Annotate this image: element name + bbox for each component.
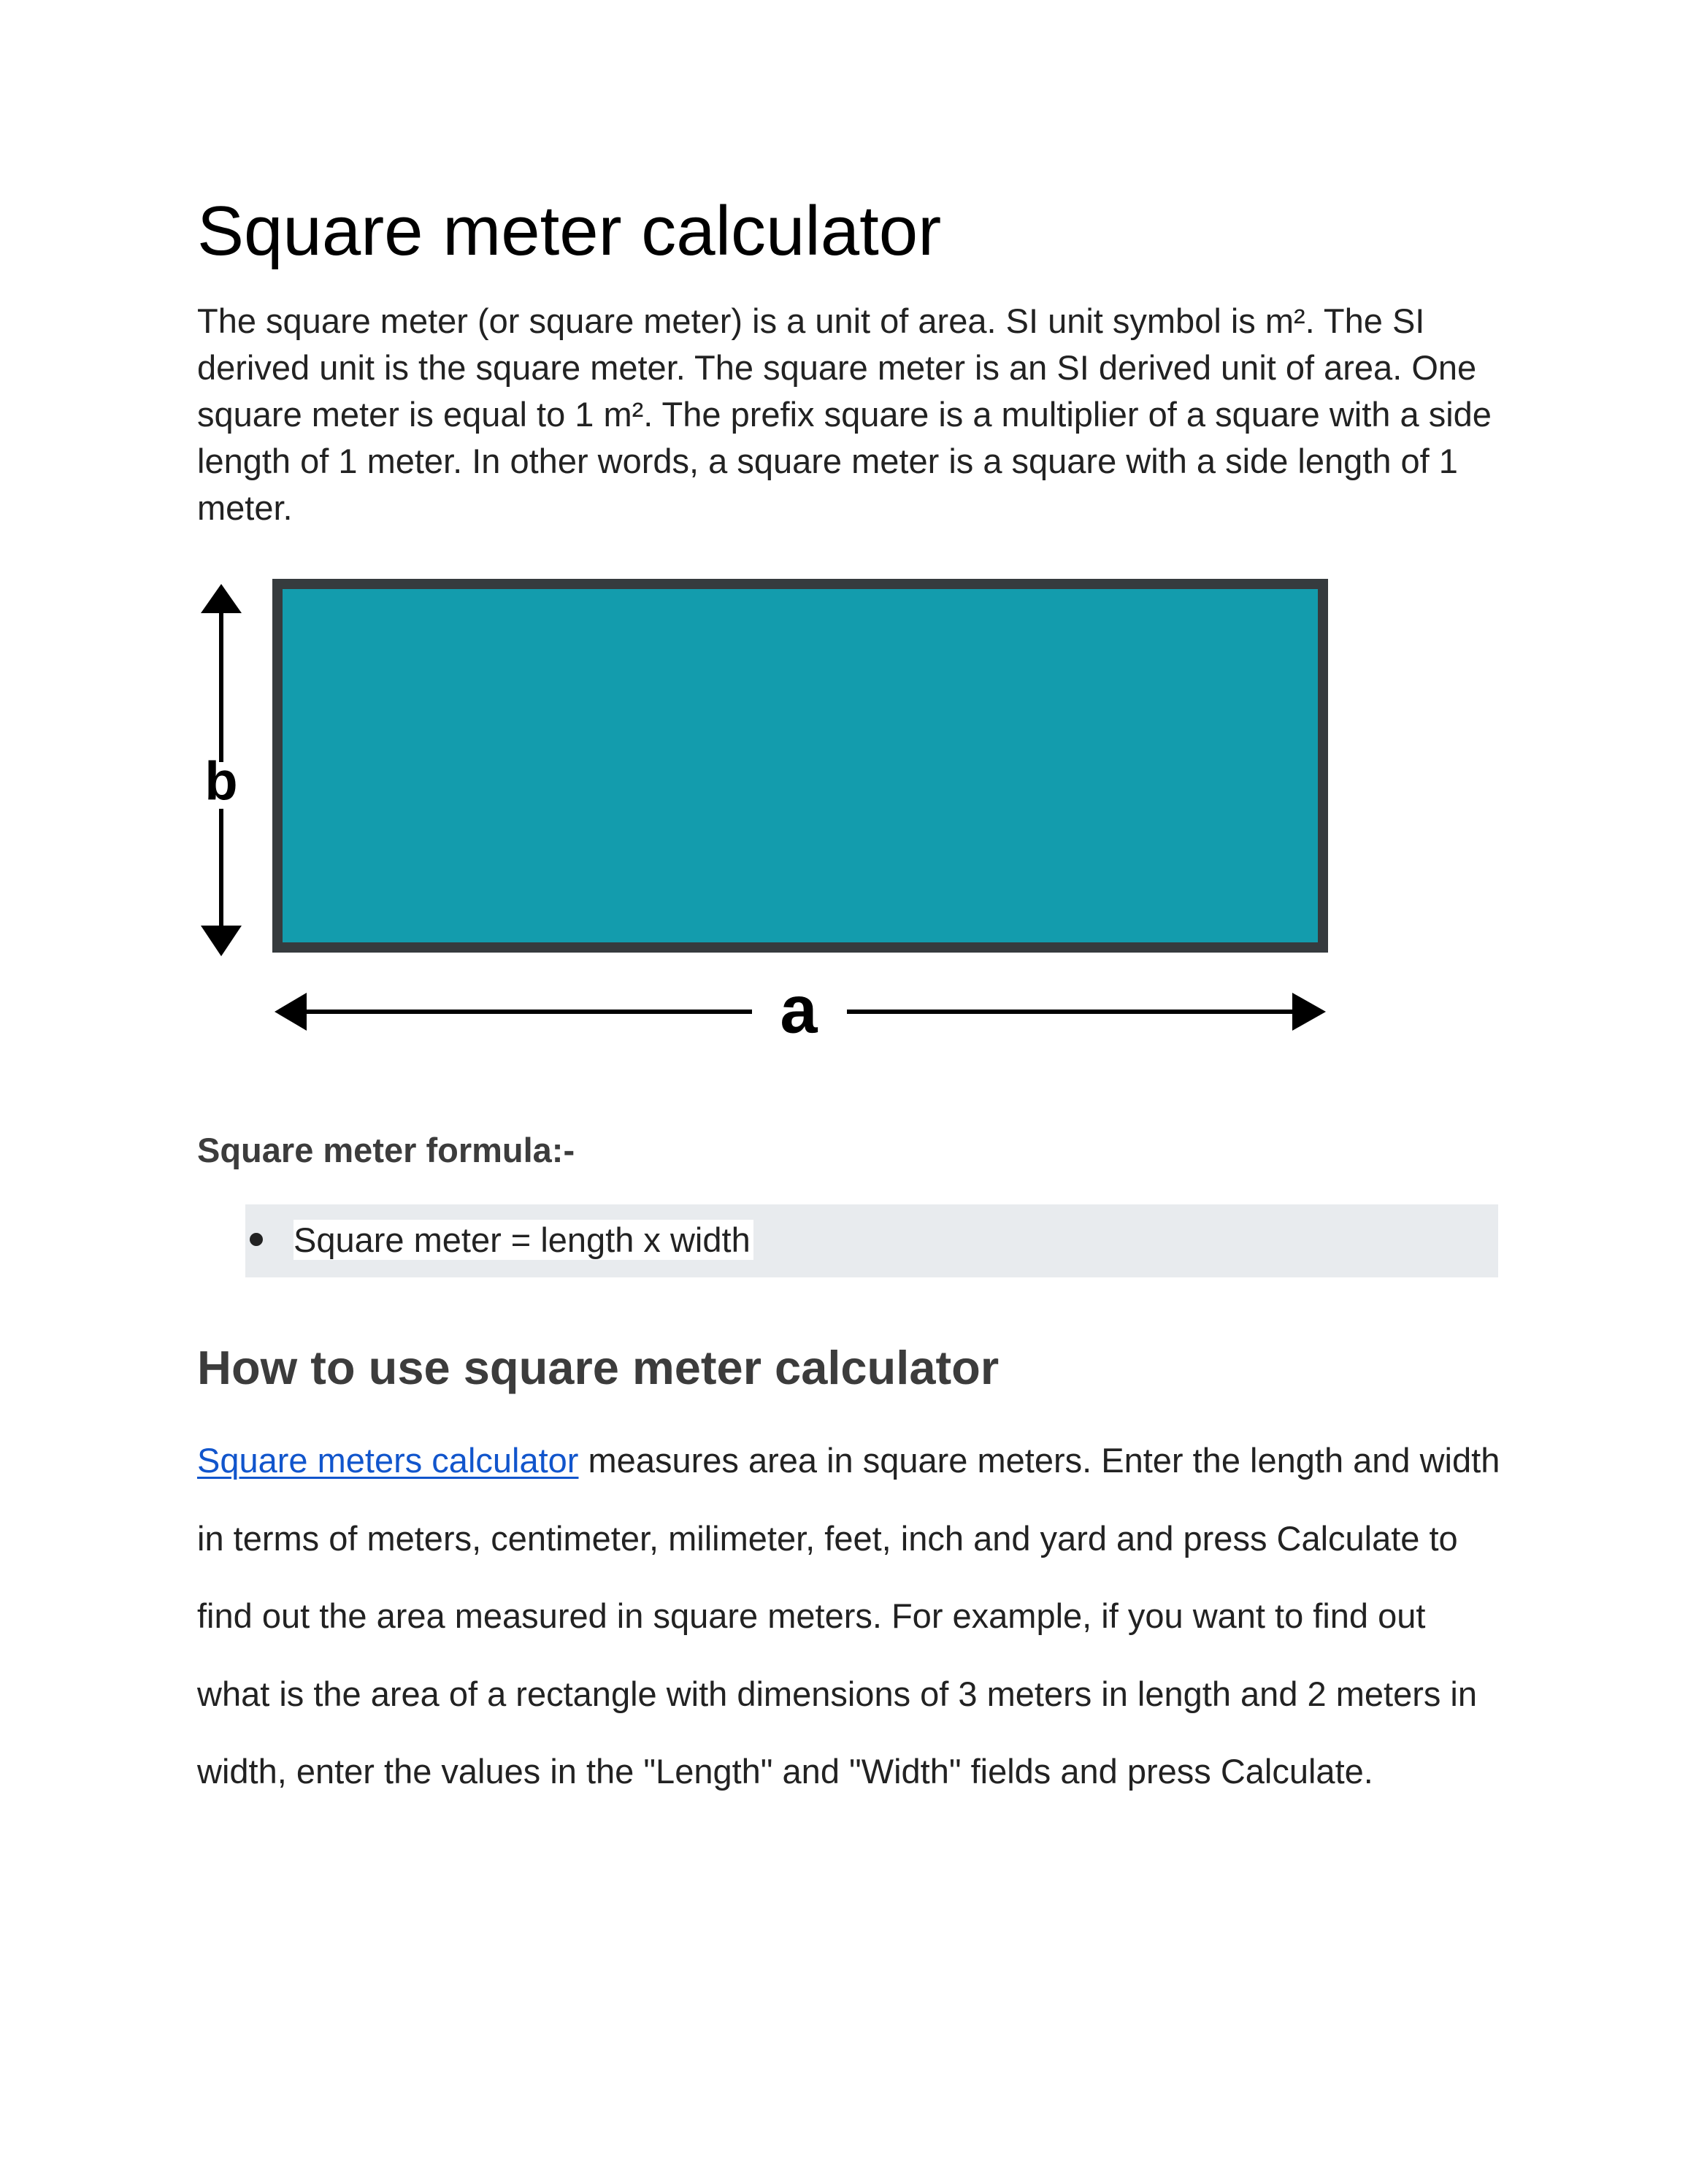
rectangle-diagram <box>197 577 1336 1058</box>
bullet-icon <box>250 1233 263 1246</box>
formula-list <box>245 1204 1498 1277</box>
area-rectangle <box>277 584 1323 947</box>
width-arrow-left-head <box>275 993 307 1031</box>
height-arrow-up-head <box>201 584 242 613</box>
formula-list-item <box>245 1216 753 1263</box>
formula-text: Square meter = length x width <box>294 1220 753 1260</box>
height-arrow-down-head <box>201 926 242 956</box>
square-meters-calculator-link[interactable]: Square meters calculator <box>197 1441 579 1480</box>
intro-paragraph: The square meter (or square meter) is a unit of area. SI unit symbol is m². The SI derived unit is the square meter. The square meter is an SI derived unit of area. One square meter is equal to 1 m². The prefix square is a multiplier of a square with a side length of 1 meter. In other words, a square meter is a square with a side length of 1 meter. <box>197 301 1492 527</box>
how-to-paragraph <box>197 1422 1504 1811</box>
width-arrow-right-head <box>1292 993 1326 1031</box>
how-to-paragraph-text: measures area in square meters. Enter the length and width in terms of meters, centimeter, milimeter, feet, inch and yard and press Calculate to find out the area measured in square meters. For example, if you want to find out what is the area of a rectangle with dimensions of 3 meters in length and 2 meters in width, enter the values in the "Length" and "Width" fields and press Calculate. <box>197 1441 1500 1791</box>
height-label: b <box>204 750 238 812</box>
page-title: Square meter calculator <box>197 192 942 270</box>
rectangle-diagram-svg <box>197 577 1336 1058</box>
formula-heading: Square meter formula:- <box>197 1131 575 1169</box>
width-label: a <box>780 972 818 1047</box>
how-to-heading: How to use square meter calculator <box>197 1341 1000 1394</box>
